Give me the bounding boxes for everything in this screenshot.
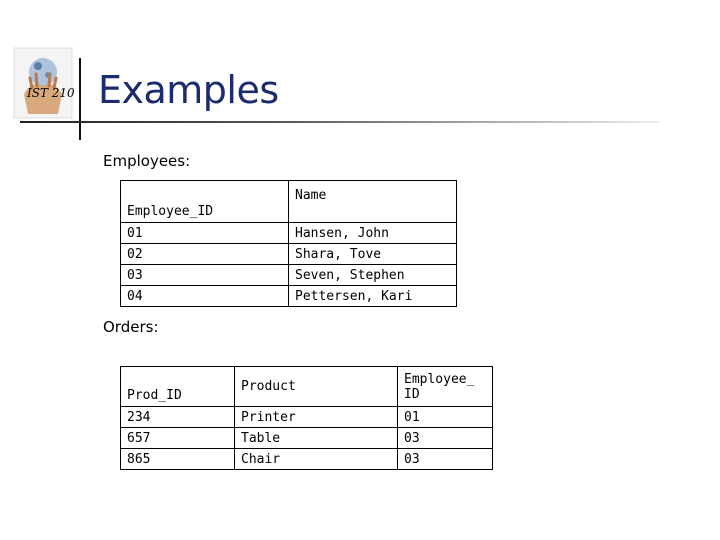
cell: 03 <box>398 449 493 470</box>
cell: Seven, Stephen <box>289 265 457 286</box>
hand-globe-icon <box>10 42 76 124</box>
cell: 865 <box>121 449 235 470</box>
orders-label: Orders: <box>103 318 159 336</box>
table-row <box>121 428 493 449</box>
cell: Table <box>235 428 398 449</box>
table-header-row <box>121 181 457 223</box>
cell: Pettersen, Kari <box>289 286 457 307</box>
table-header-row <box>121 367 493 407</box>
table-row <box>121 265 457 286</box>
course-logo <box>10 42 76 124</box>
cell: Hansen, John <box>289 223 457 244</box>
cell: 02 <box>121 244 289 265</box>
cell: 657 <box>121 428 235 449</box>
cell: 234 <box>121 407 235 428</box>
horizontal-divider <box>20 121 660 123</box>
table-row <box>121 286 457 307</box>
cell: 01 <box>121 223 289 244</box>
course-code: IST 210 <box>27 86 75 100</box>
cell: Chair <box>235 449 398 470</box>
vertical-divider <box>79 58 81 140</box>
cell: 03 <box>121 265 289 286</box>
header-prod-id: Prod_ID <box>121 367 235 407</box>
header-employee-id: Employee_ID <box>121 181 289 223</box>
table-row <box>121 407 493 428</box>
table-row <box>121 223 457 244</box>
header-employee-id: Employee_ ID <box>398 367 493 407</box>
header-name: Name <box>289 181 457 223</box>
cell: 01 <box>398 407 493 428</box>
orders-table <box>120 366 493 470</box>
cell: 04 <box>121 286 289 307</box>
cell: Printer <box>235 407 398 428</box>
table-row <box>121 449 493 470</box>
header-product: Product <box>235 367 398 407</box>
page-title: Examples <box>98 68 279 112</box>
cell: Shara, Tove <box>289 244 457 265</box>
table-row <box>121 244 457 265</box>
employees-label: Employees: <box>103 152 191 170</box>
cell: 03 <box>398 428 493 449</box>
employees-table <box>120 180 457 307</box>
